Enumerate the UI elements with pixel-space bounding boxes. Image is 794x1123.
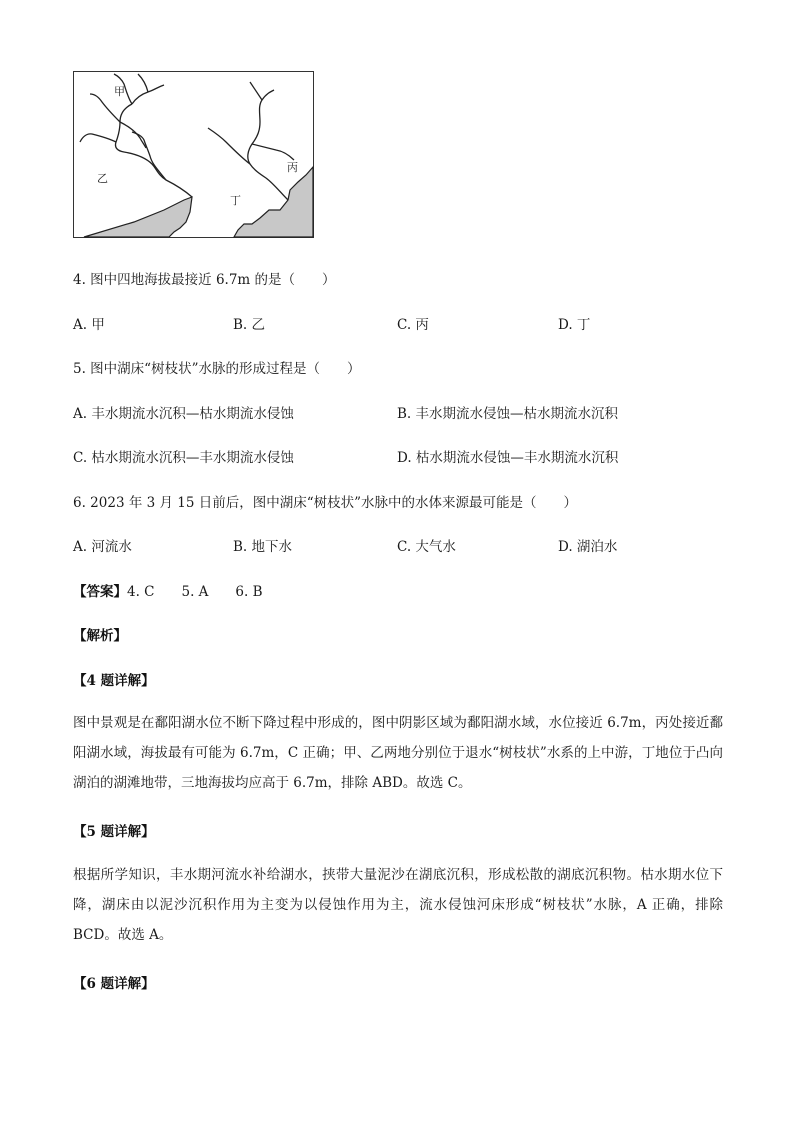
river-branch-i: [252, 144, 294, 160]
q6-stem: 6. 2023 年 3 月 15 日前后，图中湖床“树枝状”水脉中的水体来源最可能是（ ）: [73, 495, 578, 511]
label-ding: 丁: [230, 194, 241, 207]
river-branch-j: [250, 82, 262, 100]
detail-5-body: 根据所学知识，丰水期河流水补给湖水，挟带大量泥沙在湖底沉积，形成松散的湖底沉积物。枯水期水位下降，湖床由以泥沙沉积作用为主变为以侵蚀作用为主，流水侵蚀河床形成“树枝状”水脉，A 正确，排除 BCD。故选 A。: [73, 867, 723, 943]
river-main-left: [115, 104, 192, 197]
detail-4-heading: 【4 题详解】: [73, 673, 155, 689]
q6-option-d: D. 湖泊水: [558, 539, 618, 555]
q4-stem: 4. 图中四地海拔最接近 6.7m 的是（ ）: [73, 272, 336, 288]
label-bing: 丙: [287, 161, 298, 174]
river-branch-a: [132, 85, 164, 104]
q6-option-c: C. 大气水: [397, 539, 456, 555]
map-figure: [73, 71, 314, 238]
q6-option-b: B. 地下水: [233, 539, 293, 555]
detail-4-body: 图中景观是在鄱阳湖水位不断下降过程中形成的，图中阴影区域为鄱阳湖水域，水位接近 6.7m，丙处接近鄱阳湖水域，海拔最有可能为 6.7m，C 正确；甲、乙两地分别位于退水“树枝状”水系的上中游，丁地位于凸向湖泊的湖滩地带，三地海拔均应高于 6.7m，排除 ABD。故选 C。: [73, 715, 723, 791]
detail-5-heading: 【5 题详解】: [73, 824, 155, 840]
answer-tag: 【答案】: [73, 584, 127, 600]
river-branch-h: [208, 128, 250, 164]
q5-option-a: A. 丰水期流水沉积—枯水期流水侵蚀: [73, 406, 294, 422]
q4-option-d: D. 丁: [558, 317, 591, 333]
q4-option-a: A. 甲: [73, 317, 105, 333]
q4-option-b: B. 乙: [233, 317, 266, 333]
q4-option-c: C. 丙: [397, 317, 429, 333]
answer-text: 4. C 5. A 6. B: [127, 584, 263, 600]
river-branch-g: [120, 122, 146, 148]
lake-right: [234, 167, 313, 237]
q5-option-c: C. 枯水期流水沉积—丰水期流水侵蚀: [73, 450, 294, 466]
river-branch-b: [138, 74, 148, 92]
answer-line: [73, 580, 263, 600]
label-jia: 甲: [114, 85, 125, 98]
q5-stem: 5. 图中湖床“树枝状”水脉的形成过程是（ ）: [73, 361, 361, 377]
detail-6-heading: 【6 题详解】: [73, 976, 155, 992]
lake-left: [84, 197, 192, 237]
q5-option-b: B. 丰水期流水侵蚀—枯水期流水沉积: [397, 406, 619, 422]
river-branch-f: [132, 132, 166, 180]
q6-option-a: A. 河流水: [73, 539, 132, 555]
q5-option-d: D. 枯水期流水侵蚀—丰水期流水沉积: [397, 450, 619, 466]
analysis-tag: 【解析】: [73, 628, 127, 644]
map-drawing: [74, 72, 315, 239]
river-branch-e: [80, 134, 116, 142]
label-yi: 乙: [97, 172, 108, 185]
